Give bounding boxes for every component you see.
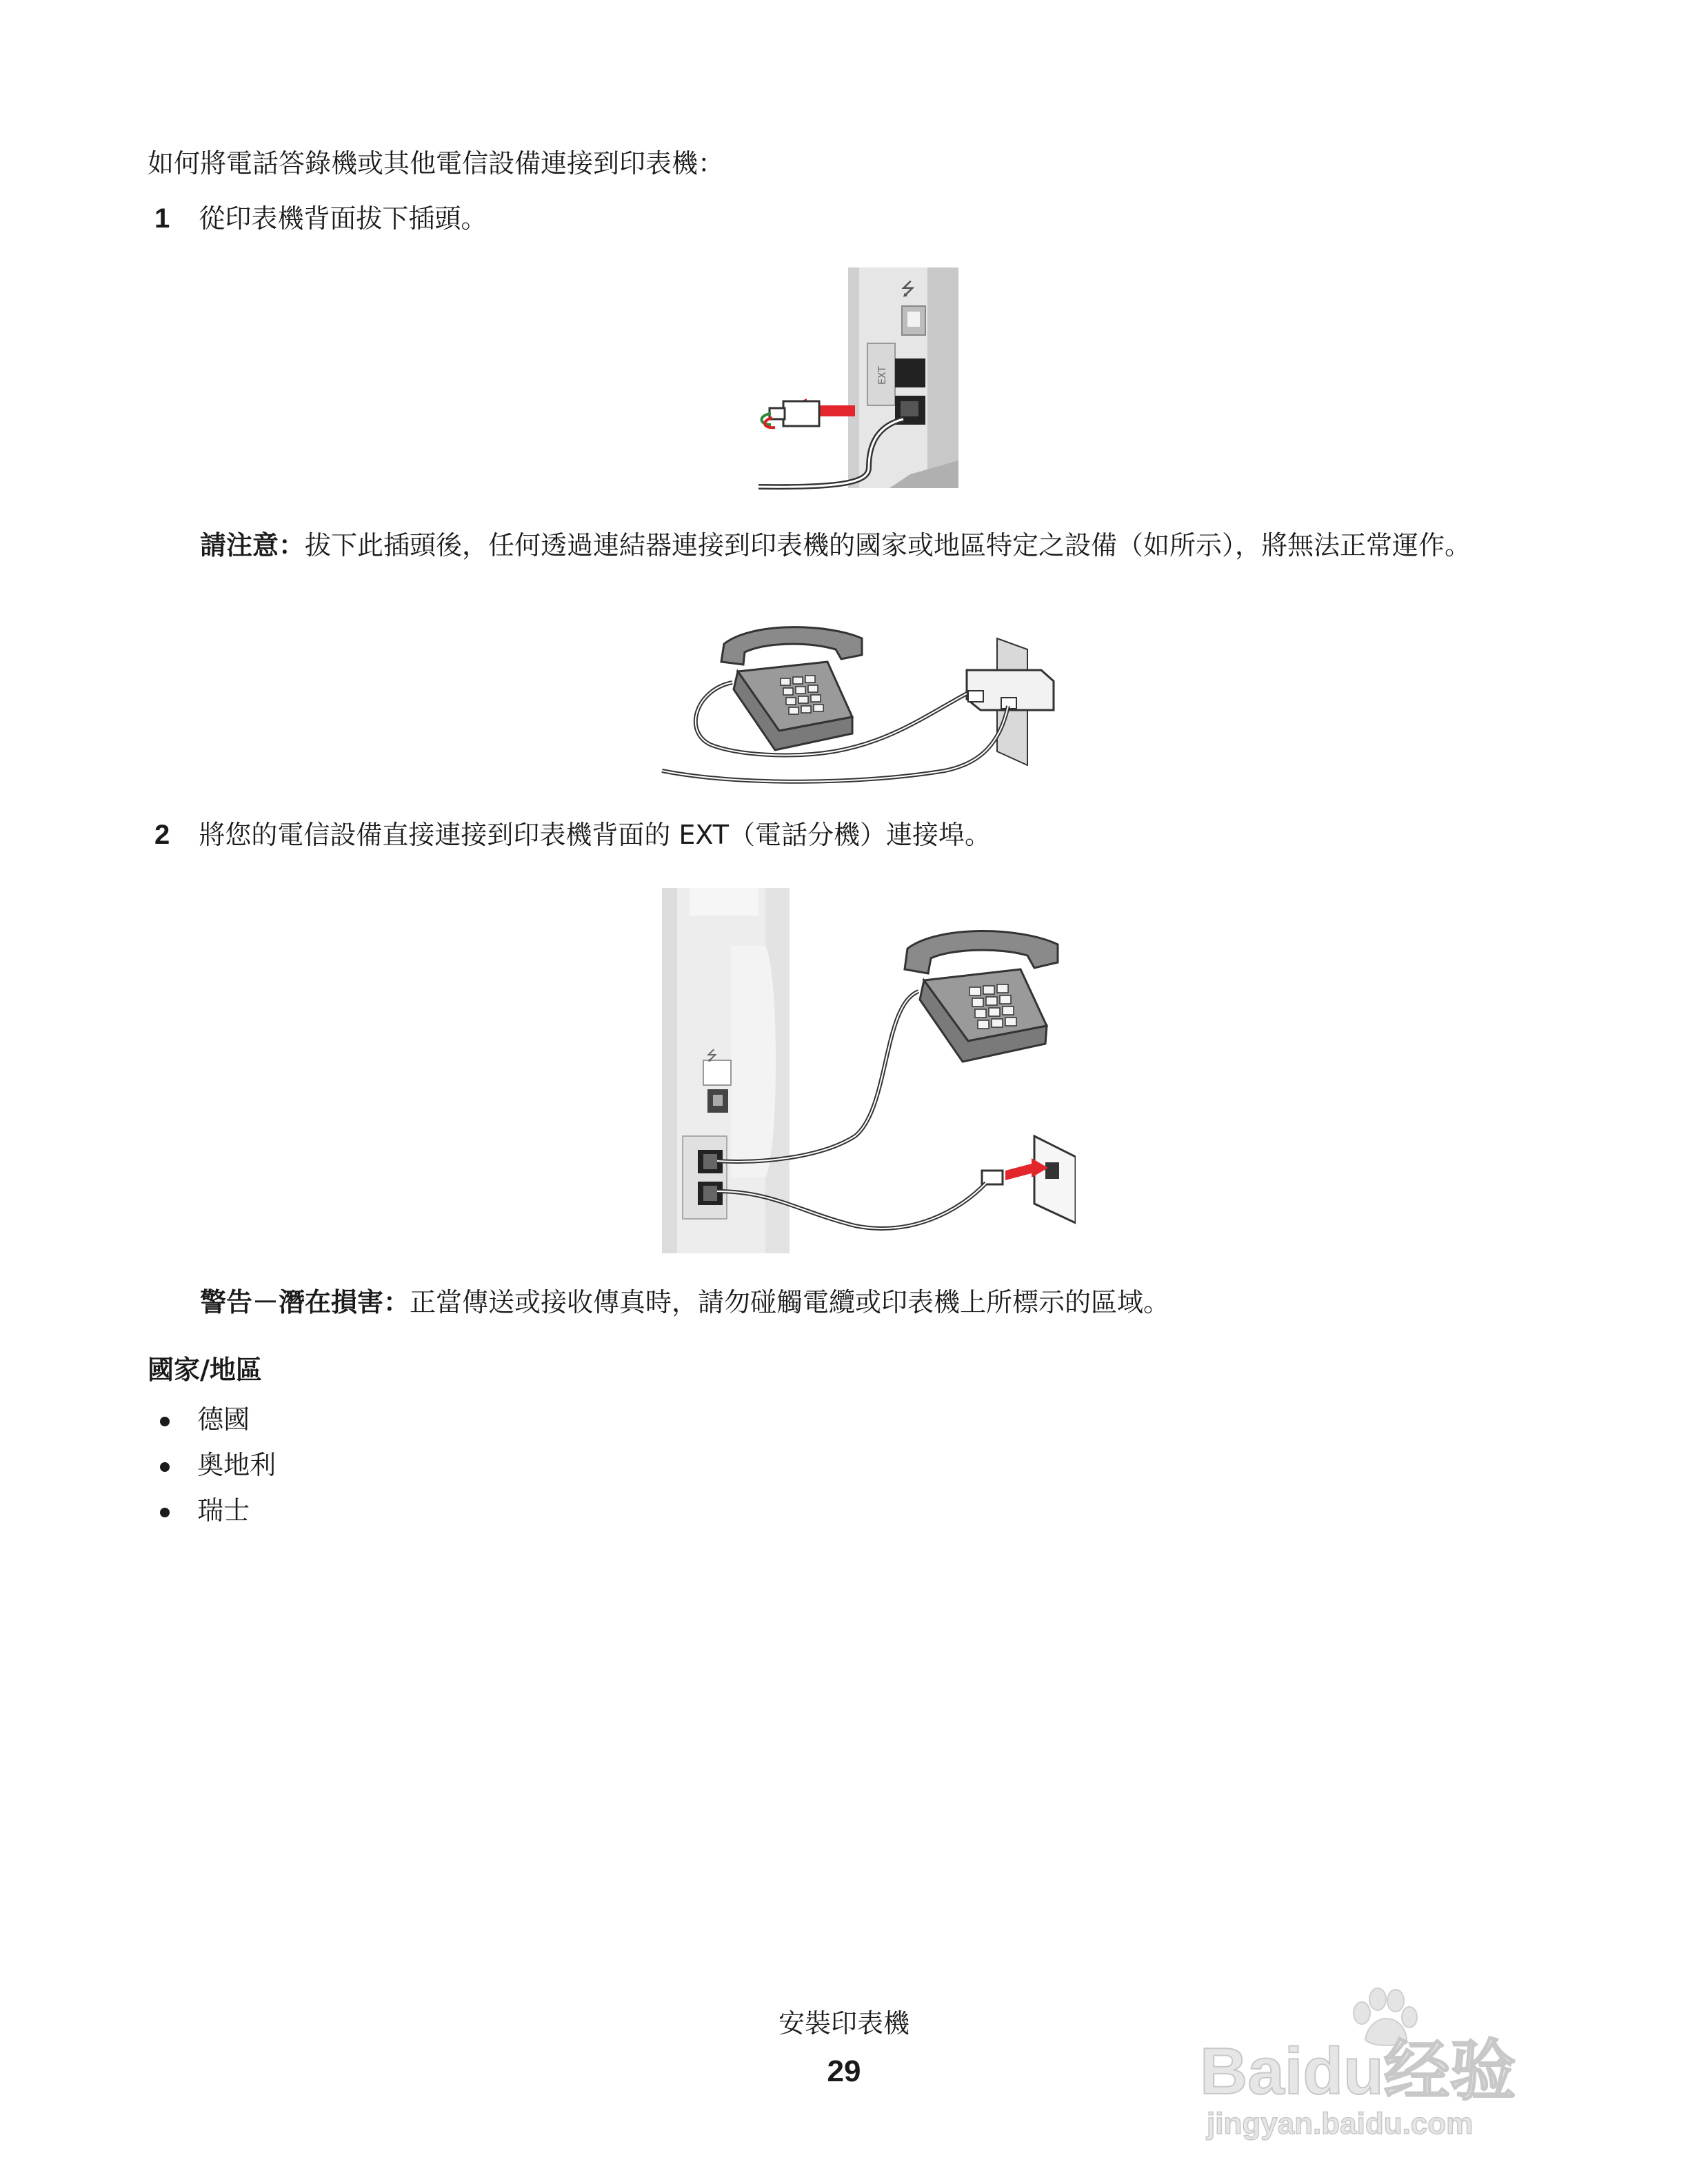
baidu-watermark	[1200, 1985, 1586, 2141]
country-name: 德國	[197, 1404, 250, 1435]
note-paragraph	[200, 528, 1538, 563]
country-list-item	[160, 1448, 276, 1482]
warning-paragraph	[200, 1285, 1169, 1320]
page-number: 29	[827, 2054, 861, 2088]
bullet-icon	[160, 1417, 170, 1426]
ext-port-label: EXT	[877, 366, 888, 385]
note-text: 拔下此插頭後，任何透過連結器連接到印表機的國家或地區特定之設備（如所示），將無法正常運作。	[305, 530, 1471, 560]
step-1-text: 從印表機背面拔下插頭。	[199, 203, 488, 234]
watermark-url: jingyan.baidu.com	[1207, 2107, 1474, 2141]
country-name: 瑞士	[197, 1495, 250, 1526]
footer-section: 安裝印表機	[778, 2008, 910, 2039]
country-name: 奧地利	[197, 1450, 277, 1480]
countries-heading: 國家/地區	[148, 1355, 262, 1385]
warning-text: 正當傳送或接收傳真時，請勿碰觸電纜或印表機上所標示的區域。	[410, 1287, 1170, 1317]
step-2-text: 將您的電信設備直接連接到印表機背面的 EXT（電話分機）連接埠。	[199, 820, 992, 850]
intro-text: 如何將電話答錄機或其他電信設備連接到印表機：	[148, 148, 725, 179]
country-list-item	[160, 1402, 250, 1437]
bullet-icon	[160, 1508, 170, 1517]
step-1-number: 1	[154, 203, 170, 234]
splitter-phone-figure	[655, 614, 1083, 793]
step-2	[154, 818, 991, 852]
svg-text:⭍: ⭍	[901, 279, 916, 300]
ext-connection-figure	[662, 888, 1076, 1253]
unplug-figure	[752, 267, 958, 502]
warning-label: 警告－潛在損害：	[200, 1287, 410, 1317]
country-list-item	[160, 1493, 250, 1528]
svg-text:⭍: ⭍	[706, 1047, 718, 1064]
note-label: 請注意：	[200, 530, 305, 560]
step-2-number: 2	[154, 820, 170, 850]
step-1	[154, 201, 487, 236]
watermark-brand: Baidu经验	[1200, 2034, 1516, 2108]
bullet-icon	[160, 1462, 170, 1472]
